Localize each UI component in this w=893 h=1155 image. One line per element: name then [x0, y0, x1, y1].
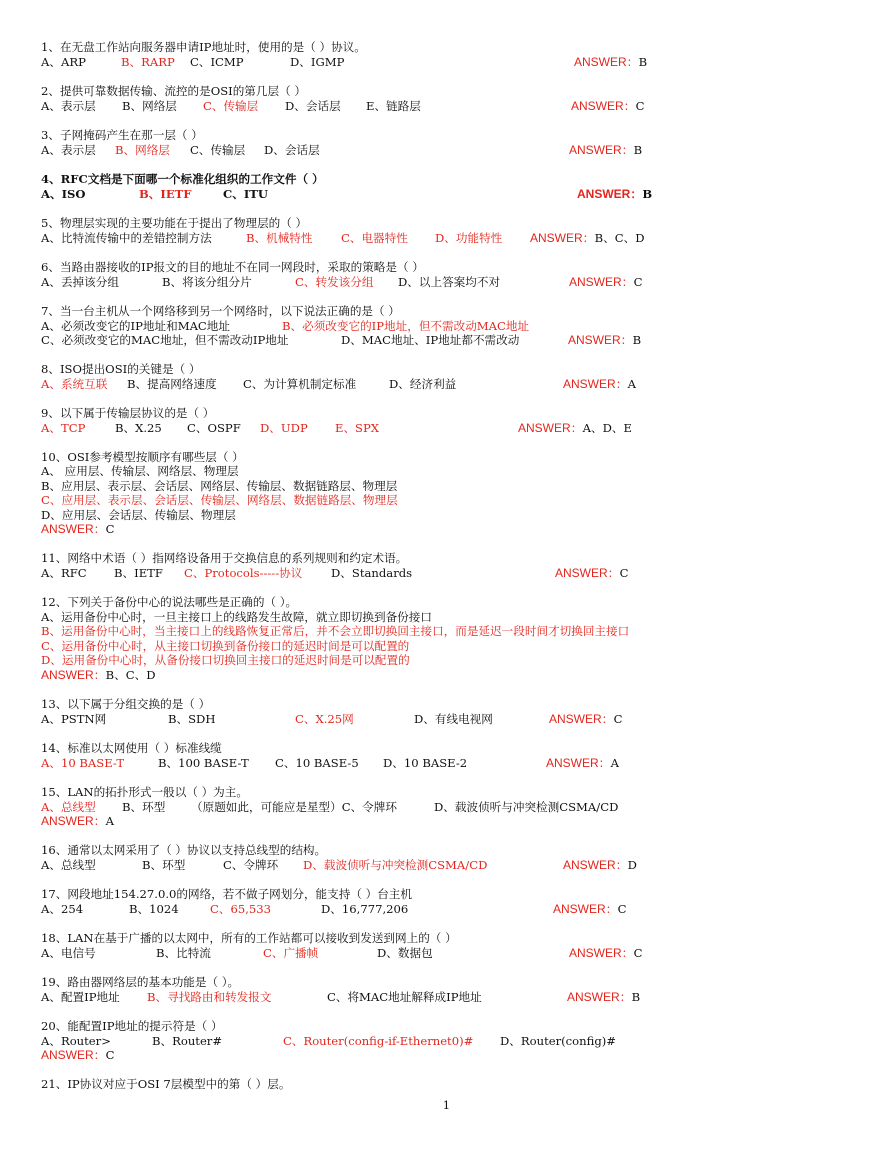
answer-value: C: [105, 522, 115, 536]
option-c-correct: C、Protocols-----协议: [184, 566, 303, 580]
question-14-options: [41, 756, 893, 771]
option-d: D、MAC地址、IP地址都不需改动: [341, 333, 520, 347]
text-segment: A、运用备份中心时，一旦主接口上的线路发生故障，就立即切换到备份接口: [41, 610, 432, 624]
answer-label: ANSWER：: [577, 187, 643, 201]
answer-label: ANSWER：: [569, 143, 634, 157]
text-segment: [41, 668, 156, 683]
answer: [567, 990, 640, 1005]
text-segment: 16、通常以太网采用了（ ）协议以支持总线型的结构。: [41, 843, 327, 857]
text-segment: 18、LAN在基于广播的以太网中，所有的工作站都可以接收到发送到网上的（ ）: [41, 931, 457, 945]
option-d: D、有线电视网: [414, 712, 493, 726]
question-6-stem: [41, 260, 893, 275]
question-14-stem: [41, 741, 893, 756]
option-b: B、提高网络速度: [127, 377, 217, 391]
question-15-stem: [41, 785, 893, 800]
question-16-stem: [41, 843, 893, 858]
answer: [574, 55, 647, 70]
question-1-options: [41, 55, 893, 70]
answer-value: C: [105, 1048, 115, 1062]
answer: [569, 275, 643, 290]
text-segment: 14、标准以太网使用（ ）标准线缆: [41, 741, 222, 755]
question-10-option-c-correct: [41, 493, 893, 508]
option-a-correct: A、总线型: [41, 800, 96, 814]
answer-label: ANSWER：: [553, 902, 618, 916]
answer: [553, 902, 627, 917]
answer-value: B: [633, 143, 643, 157]
answer-label: ANSWER：: [574, 55, 639, 69]
text-segment: 10、OSI参考模型按顺序有哪些层（ ）: [41, 450, 244, 464]
option-d: D、Standards: [331, 566, 413, 580]
text-segment: C、应用层、表示层、会话层、传输层、网络层、数据链路层、物理层: [41, 493, 398, 507]
option-c-correct: C、电器特性: [341, 231, 408, 245]
option-b: B、X.25: [115, 421, 162, 435]
answer: [546, 756, 619, 771]
option-e: E、链路层: [366, 99, 421, 113]
answer-label: ANSWER：: [41, 1048, 106, 1062]
option-d: D、16,777,206: [321, 902, 409, 916]
question-7-stem: [41, 304, 893, 319]
question-10-option-a: [41, 464, 893, 479]
option-c: C、10 BASE-5: [275, 756, 359, 770]
option-b: B、1024: [129, 902, 179, 916]
option-b-correct: B、IETF: [139, 187, 192, 201]
option-c-correct: C、Router(config-if-Ethernet0)#: [283, 1034, 474, 1048]
question-15-answer: [41, 814, 893, 829]
question-20-stem: [41, 1019, 893, 1034]
text-segment: 7、当一台主机从一个网络移到另一个网络时，以下说法正确的是（ ）: [41, 304, 400, 318]
answer: [577, 187, 652, 202]
answer: [569, 946, 643, 961]
question-18-stem: [41, 931, 893, 946]
question-17-stem: [41, 887, 893, 902]
question-19-stem: [41, 975, 893, 990]
page-number: 1: [442, 1098, 451, 1112]
option-b: B、环型: [142, 858, 186, 872]
answer-value: B: [638, 55, 648, 69]
answer: [555, 566, 629, 581]
answer: [563, 377, 636, 392]
text-segment: 19、路由器网络层的基本功能是（ ）。: [41, 975, 240, 989]
answer-label: ANSWER：: [41, 668, 106, 682]
answer-value: A: [627, 377, 637, 391]
text-segment: [41, 522, 115, 537]
answer-value: B: [631, 990, 641, 1004]
option-b: B、SDH: [168, 712, 216, 726]
option-a: A、表示层: [41, 143, 96, 157]
option-a: A、ISO: [41, 187, 86, 201]
question-15-options: [41, 800, 893, 815]
answer: [568, 333, 641, 348]
answer-value: C: [635, 99, 645, 113]
text-segment: 3、子网掩码产生在那一层（ ）: [41, 128, 203, 142]
option-c: C、传输层: [190, 143, 246, 157]
question-9-stem: [41, 406, 893, 421]
option-b-correct: B、网络层: [115, 143, 170, 157]
option-d: D、会话层: [264, 143, 320, 157]
text-segment: 8、ISO提出OSI的关键是（ ）: [41, 362, 201, 376]
option-a-correct: A、系统互联: [41, 377, 108, 391]
question-19-options: [41, 990, 893, 1005]
option-c-correct: C、65,533: [210, 902, 272, 916]
text-segment: [41, 814, 114, 829]
text-segment: C、运用备份中心时，从主接口切换到备份接口的延迟时间是可以配置的: [41, 639, 410, 653]
question-12-option-d-correct: [41, 653, 893, 668]
question-20-answer: [41, 1048, 893, 1063]
question-12-option-c-correct: [41, 639, 893, 654]
answer-value: B: [642, 187, 653, 201]
option-a-correct: A、TCP: [41, 421, 86, 435]
option-a: A、Router>: [41, 1034, 111, 1048]
answer-label: ANSWER：: [569, 946, 634, 960]
answer-label: ANSWER：: [546, 756, 611, 770]
question-16-options: [41, 858, 893, 873]
text-segment: 17、网段地址154.27.0.0的网络，若不做子网划分，能支持（ ）台主机: [41, 887, 412, 901]
answer-value: B: [632, 333, 642, 347]
answer: [563, 858, 637, 873]
question-10-option-d: [41, 508, 893, 523]
question-10-stem: [41, 450, 893, 465]
question-10-answer: [41, 522, 893, 537]
question-12-option-a: [41, 610, 893, 625]
answer-value: C: [633, 946, 643, 960]
answer-label: ANSWER：: [569, 275, 634, 289]
option-b: B、比特流: [156, 946, 211, 960]
option-b: B、将该分组分片: [162, 275, 252, 289]
text-segment: 11、网络中术语（ ）指网络设备用于交换信息的系列规则和约定术语。: [41, 551, 408, 565]
answer-label: ANSWER：: [41, 814, 106, 828]
question-1-stem: [41, 40, 893, 55]
option-e-correct: E、SPX: [335, 421, 380, 435]
text-segment: [41, 1048, 115, 1063]
text-segment: 20、能配置IP地址的提示符是（ ）: [41, 1019, 223, 1033]
option-a: A、RFC: [41, 566, 87, 580]
option-a: A、比特流传输中的差错控制方法: [41, 231, 212, 245]
option-d: D、会话层: [285, 99, 341, 113]
option-d-correct: D、功能特性: [435, 231, 503, 245]
option-a-correct: A、10 BASE-T: [41, 756, 125, 770]
option-c: C、ITU: [223, 187, 268, 201]
question-7-options-row2: [41, 333, 893, 348]
answer-label: ANSWER：: [518, 421, 583, 435]
answer-label: ANSWER：: [549, 712, 614, 726]
option-c: C、令牌环: [223, 858, 279, 872]
option-a: A、必须改变它的IP地址和MAC地址: [41, 319, 230, 333]
question-2-options: [41, 99, 893, 114]
option-c: （原题如此，可能应是星型）C、令牌环: [191, 800, 397, 814]
option-d: D、Router(config)#: [500, 1034, 616, 1048]
answer-label: ANSWER：: [563, 858, 628, 872]
question-12-stem: [41, 595, 893, 610]
option-d: D、10 BASE-2: [383, 756, 468, 770]
text-segment: 21、IP协议对应于OSI 7层模型中的第（ ）层。: [41, 1077, 291, 1091]
option-a: A、表示层: [41, 99, 96, 113]
option-b-correct: B、必须改变它的IP地址，但不需改动MAC地址: [282, 319, 530, 333]
answer-value: A: [610, 756, 620, 770]
option-c-correct: C、转发该分组: [295, 275, 374, 289]
question-11-options: [41, 566, 893, 581]
question-3-stem: [41, 128, 893, 143]
option-a: A、PSTN网: [41, 712, 107, 726]
option-c: C、将MAC地址解释成IP地址: [327, 990, 482, 1004]
option-d: D、以上答案均不对: [398, 275, 501, 289]
question-6-options: [41, 275, 893, 290]
question-7-options-row1: [41, 319, 893, 334]
option-b: B、IETF: [114, 566, 163, 580]
option-b: B、Router#: [152, 1034, 223, 1048]
option-d-correct: D、UDP: [260, 421, 308, 435]
text-segment: 5、物理层实现的主要功能在于提出了物理层的（ ）: [41, 216, 308, 230]
option-b-correct: B、寻找路由和转发报文: [147, 990, 272, 1004]
question-20-options: [41, 1034, 893, 1049]
answer-value: D: [627, 858, 637, 872]
answer-value: C: [617, 902, 627, 916]
question-9-options: [41, 421, 893, 436]
option-d: D、载波侦听与冲突检测CSMA/CD: [434, 800, 619, 814]
answer-label: ANSWER：: [41, 522, 106, 536]
option-b-correct: B、RARP: [121, 55, 175, 69]
answer-value: B、C、D: [105, 668, 156, 682]
text-segment: 13、以下属于分组交换的是（ ）: [41, 697, 211, 711]
answer-label: ANSWER：: [555, 566, 620, 580]
answer: [530, 231, 645, 246]
question-11-stem: [41, 551, 893, 566]
question-5-stem: [41, 216, 893, 231]
answer: [571, 99, 645, 114]
option-b: B、100 BASE-T: [158, 756, 249, 770]
answer-value: C: [633, 275, 643, 289]
option-a: A、254: [41, 902, 84, 916]
answer-value: C: [619, 566, 629, 580]
option-b-correct: B、机械特性: [246, 231, 313, 245]
answer-value: B、C、D: [594, 231, 645, 245]
question-12-answer: [41, 668, 893, 683]
answer: [569, 143, 642, 158]
question-21-stem: [41, 1077, 893, 1092]
answer-label: ANSWER：: [567, 990, 632, 1004]
answer-value: A、D、E: [582, 421, 632, 435]
question-18-options: [41, 946, 893, 961]
option-a: A、配置IP地址: [41, 990, 120, 1004]
answer-value: C: [613, 712, 623, 726]
question-5-options: [41, 231, 893, 246]
answer-value: A: [105, 814, 115, 828]
text-segment: 2、提供可靠数据传输、流控的是OSI的第几层（ ）: [41, 84, 306, 98]
question-4-options: [41, 187, 893, 202]
text-segment: 9、以下属于传输层协议的是（ ）: [41, 406, 215, 420]
option-a: A、电信号: [41, 946, 96, 960]
question-8-options: [41, 377, 893, 392]
question-4-stem: [41, 172, 893, 187]
question-12-option-b-correct: [41, 624, 893, 639]
answer-label: ANSWER：: [563, 377, 628, 391]
question-8-stem: [41, 362, 893, 377]
text-segment: 12、下列关于备份中心的说法哪些是正确的（ ）。: [41, 595, 298, 609]
question-2-stem: [41, 84, 893, 99]
text-segment: B、应用层、表示层、会话层、网络层、传输层、数据链路层、物理层: [41, 479, 398, 493]
option-c-correct: C、传输层: [203, 99, 259, 113]
option-c-correct: C、X.25网: [295, 712, 354, 726]
option-b: B、网络层: [122, 99, 177, 113]
option-d: D、数据包: [377, 946, 433, 960]
text-segment: 6、当路由器接收的IP报文的目的地址不在同一网段时，采取的策略是（ ）: [41, 260, 424, 274]
text-segment: D、应用层、会话层、传输层、物理层: [41, 508, 236, 522]
option-b: B、环型: [122, 800, 166, 814]
answer: [549, 712, 623, 727]
text-segment: B、运用备份中心时，当主接口上的线路恢复正常后，并不会立即切换回主接口，而是延迟一段时间才切换回主接口: [41, 624, 630, 638]
answer-label: ANSWER：: [568, 333, 633, 347]
answer: [518, 421, 632, 436]
option-a: A、丢掉该分组: [41, 275, 119, 289]
text-segment: 15、LAN的拓扑形式一般以（ ）为主。: [41, 785, 248, 799]
answer-label: ANSWER：: [571, 99, 636, 113]
answer-label: ANSWER：: [530, 231, 595, 245]
question-17-options: [41, 902, 893, 917]
option-c: C、必须改变它的MAC地址，但不需改动IP地址: [41, 333, 289, 347]
option-c: C、OSPF: [187, 421, 241, 435]
option-c: C、为计算机制定标准: [243, 377, 357, 391]
option-d: D、经济利益: [389, 377, 457, 391]
question-13-stem: [41, 697, 893, 712]
question-3-options: [41, 143, 893, 158]
option-a: A、ARP: [41, 55, 86, 69]
question-10-option-b: [41, 479, 893, 494]
option-a: A、总线型: [41, 858, 96, 872]
option-d-correct: D、载波侦听与冲突检测CSMA/CD: [303, 858, 488, 872]
question-13-options: [41, 712, 893, 727]
option-d: D、IGMP: [290, 55, 345, 69]
option-c-correct: C、广播帧: [263, 946, 319, 960]
option-c: C、ICMP: [190, 55, 244, 69]
text-segment: D、运用备份中心时，从备份接口切换回主接口的延迟时间是可以配置的: [41, 653, 410, 667]
text-segment: A、 应用层、传输层、网络层、物理层: [41, 464, 239, 478]
text-segment: 1、在无盘工作站向服务器申请IP地址时，使用的是（ ）协议。: [41, 40, 366, 54]
text-segment: 4、RFC文档是下面哪一个标准化组织的工作文件（ ）: [41, 172, 324, 186]
